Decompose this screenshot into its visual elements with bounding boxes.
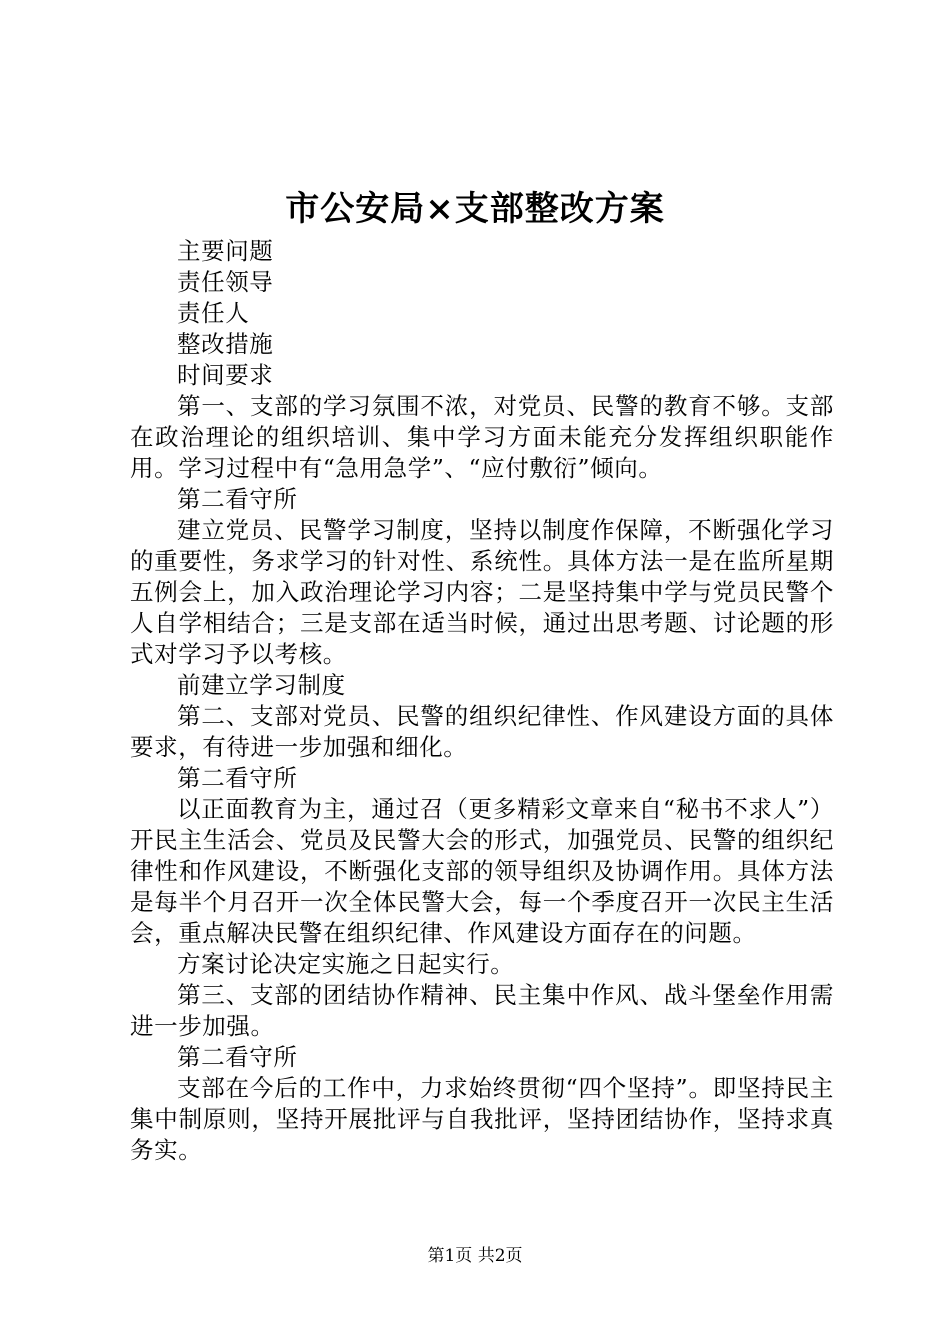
paragraph: 责任领导: [177, 268, 274, 296]
paragraph: 第二、支部对党员、民警的组织纪律性、作风建设方面的具体要求，有待进一步加强和细化。: [130, 702, 834, 761]
paragraph: 方案讨论决定实施之日起实行。: [177, 950, 515, 978]
paragraph: 第二看守所: [177, 764, 298, 792]
paragraph: 第三、支部的团结协作精神、民主集中作风、战斗堡垒作用需进一步加强。: [130, 981, 834, 1040]
paragraph: 第一、支部的学习氛围不浓，对党员、民警的教育不够。支部在政治理论的组织培训、集中学习方面未能充分发挥组织职能作用。学习过程中有“急用急学”、“应付敷衍”倾向。: [130, 392, 834, 482]
paragraph: 整改措施: [177, 330, 274, 358]
paragraph: 责任人: [177, 299, 250, 327]
paragraph: 建立党员、民警学习制度，坚持以制度作保障，不断强化学习的重要性，务求学习的针对性、系统性。具体方法一是在监所星期五例会上，加入政治理论学习内容；二是坚持集中学与党员民警个人自学相结合；三是支部在适当时候，通过出思考题、讨论题的形式对学习予以考核。: [130, 516, 834, 668]
document-body: [130, 236, 834, 1166]
paragraph: 以正面教育为主，通过召（更多精彩文章来自“秘书不求人”）开民主生活会、党员及民警大会的形式，加强党员、民警的组织纪律性和作风建设，不断强化支部的领导组织及协调作用。具体方法是每半个月召开一次全体民警大会，每一个季度召开一次民主生活会，重点解决民警在组织纪律、作风建设方面存在的问题。: [130, 795, 834, 947]
paragraph: 时间要求: [177, 361, 274, 389]
paragraph: 前建立学习制度: [177, 671, 346, 699]
paragraph: 第二看守所: [177, 485, 298, 513]
page-footer: 第1页 共2页: [427, 1246, 523, 1266]
document-title: 市公安局×支部整改方案: [285, 189, 665, 229]
paragraph: 主要问题: [177, 237, 274, 265]
paragraph: 第二看守所: [177, 1043, 298, 1071]
paragraph: 支部在今后的工作中，力求始终贯彻“四个坚持”。即坚持民主集中制原则，坚持开展批评与自我批评，坚持团结协作，坚持求真务实。: [130, 1074, 834, 1164]
